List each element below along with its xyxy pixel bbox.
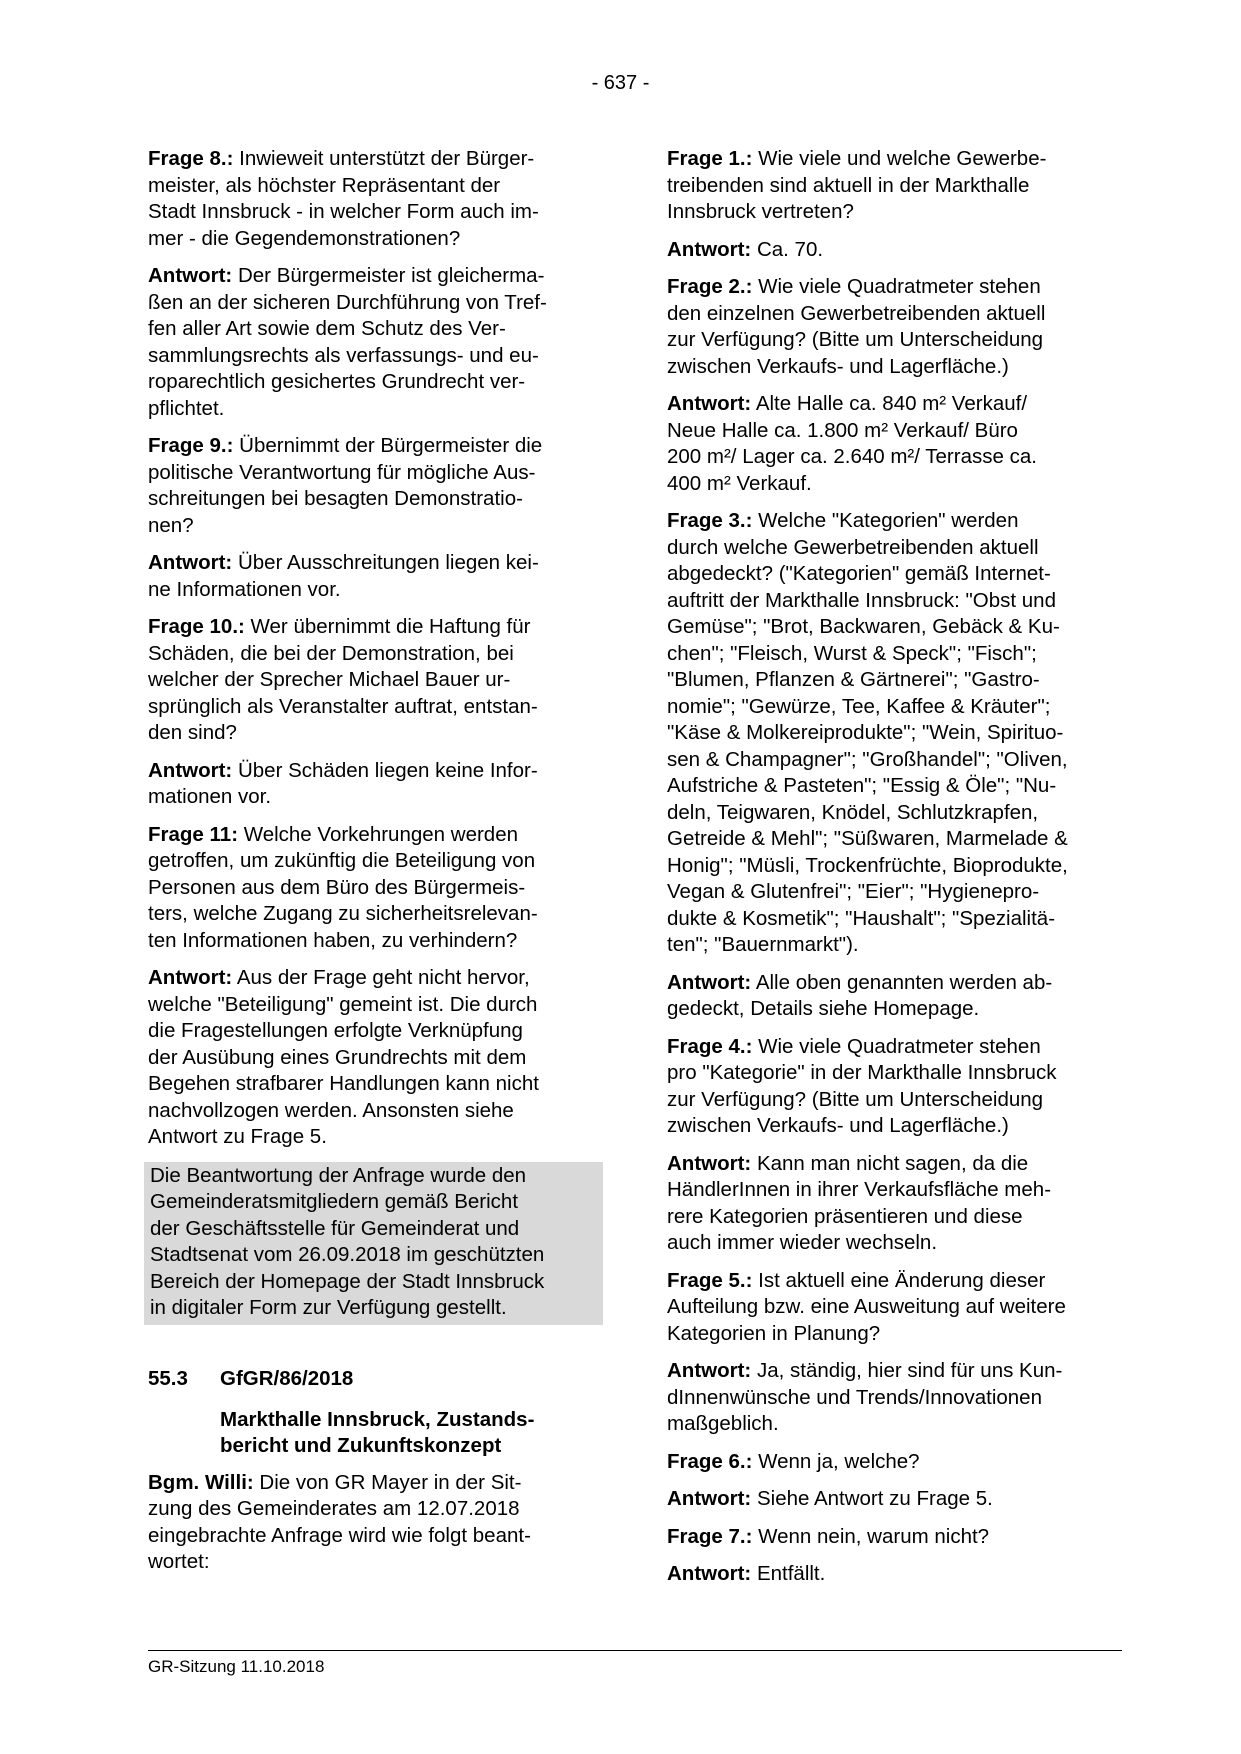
paragraph-label: Frage 11: (148, 822, 239, 846)
right-paragraph (667, 274, 1122, 380)
paragraph-label: Frage 4.: (667, 1034, 753, 1058)
right-paragraph (667, 1486, 1122, 1513)
paragraph-text: Ist aktuell eine Änderung dieser Aufteilung bzw. eine Ausweitung auf weitere Kategorien in Planung? (667, 1268, 1066, 1345)
left-paragraph (148, 263, 603, 422)
paragraph-label: Frage 5.: (667, 1268, 753, 1292)
paragraph-label: Antwort: (148, 264, 233, 287)
paragraph-text: Wie viele Quadratmeter stehen den einzelnen Gewerbetreibenden aktuell zur Verfügung? (Bitte um Unterscheidung zwischen Verkaufs- und Lagerfläche.) (667, 275, 1046, 378)
paragraph-text: Wenn ja, welche? (752, 1449, 920, 1473)
intro-label: Bgm. Willi: (148, 1470, 254, 1494)
paragraph-text: Über Ausschreitungen liegen kei- ne Informationen vor. (148, 551, 539, 601)
right-column (667, 146, 1122, 1599)
paragraph-label: Antwort: (148, 551, 233, 574)
paragraph-text: Alle oben genannten werden ab- gedeckt, Details siehe Homepage. (667, 970, 1053, 1020)
paragraph-text: Wie viele und welche Gewerbe- treibenden sind aktuell in der Markthalle Innsbruck vertreten? (667, 147, 1047, 223)
publication-notice: Die Beantwortung der Anfrage wurde den Gemeinderatsmitgliedern gemäß Bericht der Geschäftsstelle für Gemeinderat und Stadtsenat vom 26.09.2018 im geschützten Bereich der Homepage der Stadt Innsbruck in digitaler Form zur Verfügung gestellt. (144, 1162, 603, 1325)
right-paragraph (667, 1358, 1122, 1438)
paragraph-text: Alte Halle ca. 840 m² Verkauf/ Neue Halle ca. 1.800 m² Verkauf/ Büro 200 m²/ Lager ca. 2.640 m²/ Terrasse ca. 400 m² Verkauf. (667, 392, 1037, 495)
paragraph-text: Ca. 70. (751, 237, 824, 261)
paragraph-text: Aus der Frage geht nicht hervor, welche "Beteiligung" gemeint ist. Die durch die Fragestellungen erfolgte Verknüpfung der Ausübung eines Grundrechts mit dem Begehen strafbarer Handlungen kann nicht nachvollzogen werden. Ansonsten siehe Antwort zu Frage 5. (148, 966, 539, 1148)
paragraph-label: Frage 3.: (667, 509, 753, 532)
section-intro (148, 1470, 603, 1576)
paragraph-label: Frage 8.: (148, 147, 234, 170)
paragraph-text: Wenn nein, warum nicht? (752, 1524, 990, 1548)
intro-text: Die von GR Mayer in der Sit- zung des Gemeinderates am 12.07.2018 eingebrachte Anfrage wird wie folgt beant- wortet: (148, 1470, 531, 1573)
right-paragraph (667, 508, 1122, 959)
paragraph-label: Antwort: (667, 970, 752, 994)
left-column (148, 146, 603, 1325)
paragraph-label: Antwort: (148, 966, 233, 989)
left-paragraph (148, 822, 603, 955)
paragraph-text: Wie viele Quadratmeter stehen pro "Kategorie" in der Markthalle Innsbruck zur Verfügung? (Bitte um Unterscheidung zwischen Verkaufs- und Lagerfläche.) (667, 1034, 1057, 1137)
section-heading (148, 1366, 603, 1393)
paragraph-label: Antwort: (667, 392, 752, 415)
paragraph-text: Übernimmt der Bürgermeister die politische Verantwortung für mögliche Aus- schreitungen bei besagten Demonstratio- nen? (148, 434, 543, 537)
right-paragraph (667, 146, 1122, 226)
left-paragraph (148, 614, 603, 747)
paragraph-text: Entfällt. (751, 1562, 826, 1585)
paragraph-text: Siehe Antwort zu Frage 5. (751, 1487, 993, 1510)
right-paragraph (667, 391, 1122, 497)
paragraph-label: Frage 1.: (667, 147, 753, 170)
right-paragraph (667, 1034, 1122, 1140)
paragraph-label: Antwort: (667, 1151, 752, 1175)
right-paragraph (667, 1268, 1122, 1348)
right-paragraph (667, 1151, 1122, 1257)
section-number: 55.3 (148, 1367, 188, 1390)
paragraph-label: Antwort: (667, 1487, 752, 1510)
paragraph-text: Wer übernimmt die Haftung für Schäden, die bei der Demonstration, bei welcher der Sprecher Michael Bauer ur- sprünglich als Veranstalter auftrat, entstan- den sind? (148, 615, 538, 744)
left-paragraph (148, 550, 603, 603)
right-paragraph (667, 237, 1122, 264)
section-code: GfGR/86/2018 (220, 1367, 354, 1390)
section-55-3 (148, 1366, 603, 1576)
footer-divider (148, 1650, 1122, 1651)
paragraph-text: Ja, ständig, hier sind für uns Kun- dInnenwünsche und Trends/Innovationen maßgeblich. (667, 1359, 1063, 1435)
paragraph-text: Kann man nicht sagen, da die HändlerInnen in ihrer Verkaufsfläche meh- rere Kategorien präsentieren und diese auch immer wieder wechseln. (667, 1151, 1052, 1254)
paragraph-label: Frage 9.: (148, 434, 234, 457)
left-paragraph (148, 433, 603, 539)
left-paragraph (148, 146, 603, 252)
footer-text: GR-Sitzung 11.10.2018 (148, 1657, 325, 1676)
left-paragraph (148, 965, 603, 1151)
right-paragraph (667, 970, 1122, 1023)
paragraph-label: Frage 7.: (667, 1524, 753, 1548)
paragraph-label: Frage 2.: (667, 275, 753, 298)
paragraph-label: Frage 10.: (148, 615, 245, 638)
left-paragraph (148, 758, 603, 811)
right-paragraph (667, 1561, 1122, 1588)
paragraph-text: Inwieweit unterstützt der Bürger- meister, als höchster Repräsentant der Stadt Innsbruck - in welcher Form auch im- mer - die Gegendemonstrationen? (148, 147, 539, 250)
right-paragraph (667, 1449, 1122, 1476)
paragraph-label: Antwort: (667, 1359, 752, 1382)
paragraph-text: Welche "Kategorien" werden durch welche Gewerbetreibenden aktuell abgedeckt? ("Kategorien" gemäß Internet- auftritt der Markthalle Innsbruck: "Obst und Gemüse"; "Brot, Backwaren, Gebäck & Ku- chen"; "Fleisch, Wurst & Speck"; "Fisch"; "Blumen, Pflanzen & Gärtnerei"; "Gastro- nomie"; "Gewürze, Tee, Kaffee & Kräuter"; "Käse & Molkereiprodukte"; "Wein, Spirituo- sen & Champagner"; "Großhandel"; "Oliven, Aufstriche & Pasteten"; "Essig & Öle"; "Nu- deln, Teigwaren, Knödel, Schlutzkrapfen, Getreide & Mehl"; "Süßwaren, Marmelade & Honig"; "Müsli, Trockenfrüchte, Bioprodukte, Vegan & Glutenfrei"; "Eier"; "Hygienepro- dukte & Kosmetik"; "Haushalt"; "Spezialitä- ten"; "Bauernmarkt"). (667, 509, 1068, 956)
section-title: Markthalle Innsbruck, Zustands- bericht und Zukunftskonzept (220, 1407, 535, 1457)
paragraph-label: Antwort: (148, 758, 233, 782)
paragraph-label: Antwort: (667, 1562, 752, 1585)
paragraph-text: Über Schäden liegen keine Infor- mationen vor. (148, 758, 538, 808)
paragraph-text: Der Bürgermeister ist gleicherma- ßen an der sicheren Durchführung von Tref- fen aller Art sowie dem Schutz des Ver- sammlungsrechts als verfassungs- und eu- roparechtlich gesichertes Grundrecht ver- pflichtet. (148, 264, 547, 420)
page-number: - 637 - (591, 72, 650, 94)
right-paragraph (667, 1524, 1122, 1551)
paragraph-label: Antwort: (667, 237, 752, 261)
paragraph-text: Welche Vorkehrungen werden getroffen, um zukünftig die Beteiligung von Personen aus dem Büro des Bürgermeis- ters, welche Zugang zu sicherheitsrelevan- ten Informationen haben, zu verhindern? (148, 822, 538, 952)
paragraph-label: Frage 6.: (667, 1449, 753, 1473)
